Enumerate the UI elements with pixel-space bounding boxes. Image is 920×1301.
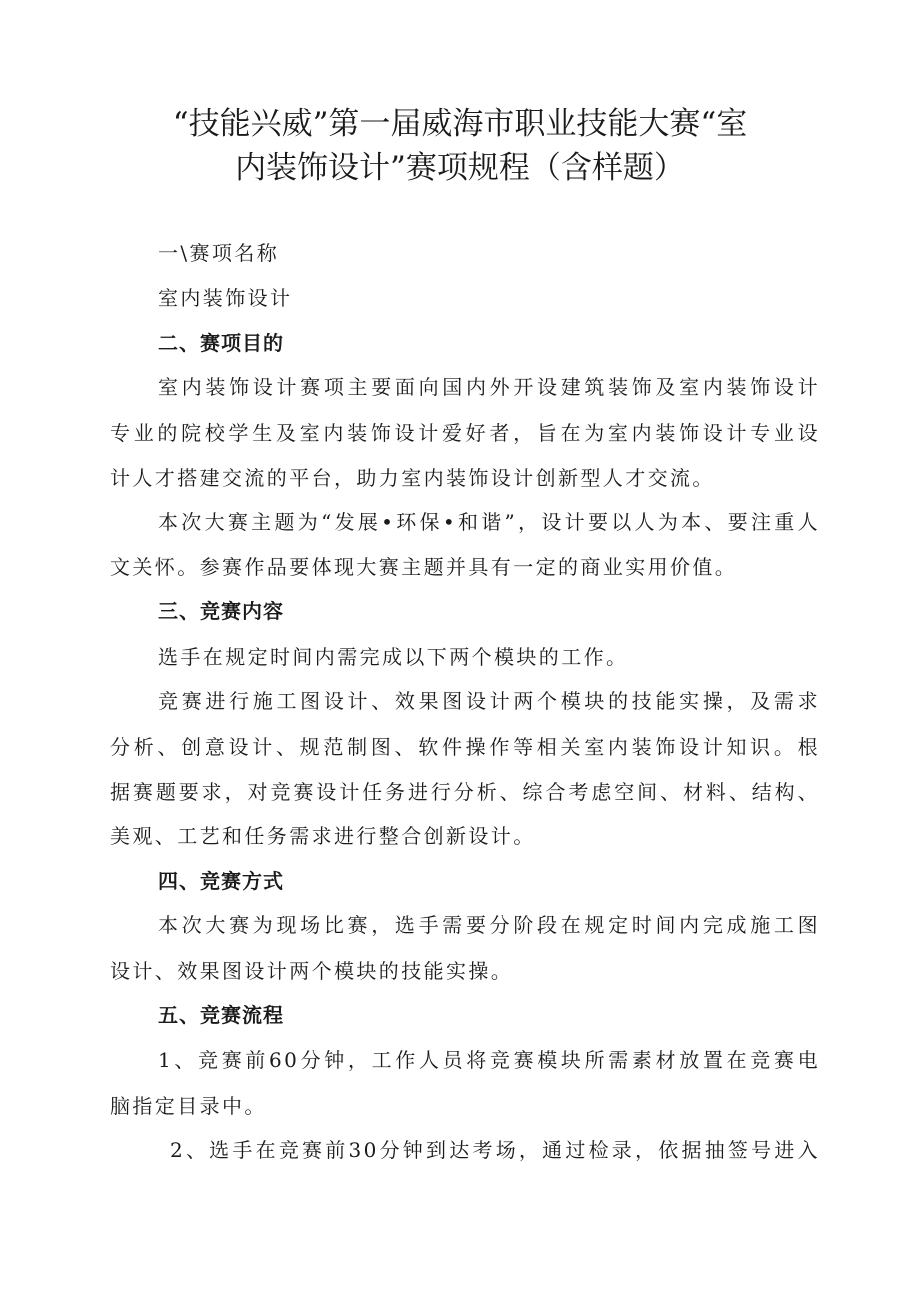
paragraph-line: 本次大赛主题为“发展•环保•和谐”，设计要以人为本、要注重人 xyxy=(158,510,820,534)
document-title-line-2: 内装饰设计”赛项规程（含样题） xyxy=(235,150,685,186)
paragraph-line: 设计、效果图设计两个模块的技能实操。 xyxy=(110,959,514,983)
section-5-heading: 五、竞赛流程 xyxy=(158,1003,284,1027)
paragraph-line: 室内装饰设计赛项主要面向国内外开设建筑装饰及室内装饰设计 xyxy=(158,375,820,399)
paragraph-line: 分析、创意设计、规范制图、软件操作等相关室内装饰设计知识。根 xyxy=(110,735,820,759)
section-1-text: 室内装饰设计 xyxy=(158,286,293,310)
paragraph-line: 脑指定目录中。 xyxy=(110,1094,267,1118)
paragraph-line: 计人才搭建交流的平台，助力室内装饰设计创新型人才交流。 xyxy=(110,466,715,490)
paragraph-line: 竞赛进行施工图设计、效果图设计两个模块的技能实操，及需求 xyxy=(158,689,820,713)
paragraph-line: 本次大赛为现场比赛，选手需要分阶段在规定时间内完成施工图 xyxy=(158,913,820,937)
section-1-heading: 一\赛项名称 xyxy=(158,241,280,265)
paragraph-line: 2、选手在竞赛前30分钟到达考场，通过检录，依据抽签号进入 xyxy=(170,1138,820,1162)
section-4-heading: 四、竞赛方式 xyxy=(158,869,284,893)
paragraph-line: 文关怀。参赛作品要体现大赛主题并具有一定的商业实用价值。 xyxy=(110,555,738,579)
paragraph-line: 专业的院校学生及室内装饰设计爱好者，旨在为室内装饰设计专业设 xyxy=(110,421,820,445)
section-3-heading: 三、竞赛内容 xyxy=(158,599,284,623)
document-title-line-1: “技能兴威”第一届威海市职业技能大赛“室 xyxy=(172,106,748,142)
paragraph-line: 据赛题要求，对竞赛设计任务进行分析、综合考虑空间、材料、结构、 xyxy=(110,780,820,804)
section-2-heading: 二、赛项目的 xyxy=(158,331,284,355)
paragraph-line: 美观、工艺和任务需求进行整合创新设计。 xyxy=(110,824,536,848)
paragraph-line: 1、竞赛前60分钟，工作人员将竞赛模块所需素材放置在竞赛电 xyxy=(158,1048,820,1072)
paragraph-line: 选手在规定时间内需完成以下两个模块的工作。 xyxy=(158,645,629,669)
